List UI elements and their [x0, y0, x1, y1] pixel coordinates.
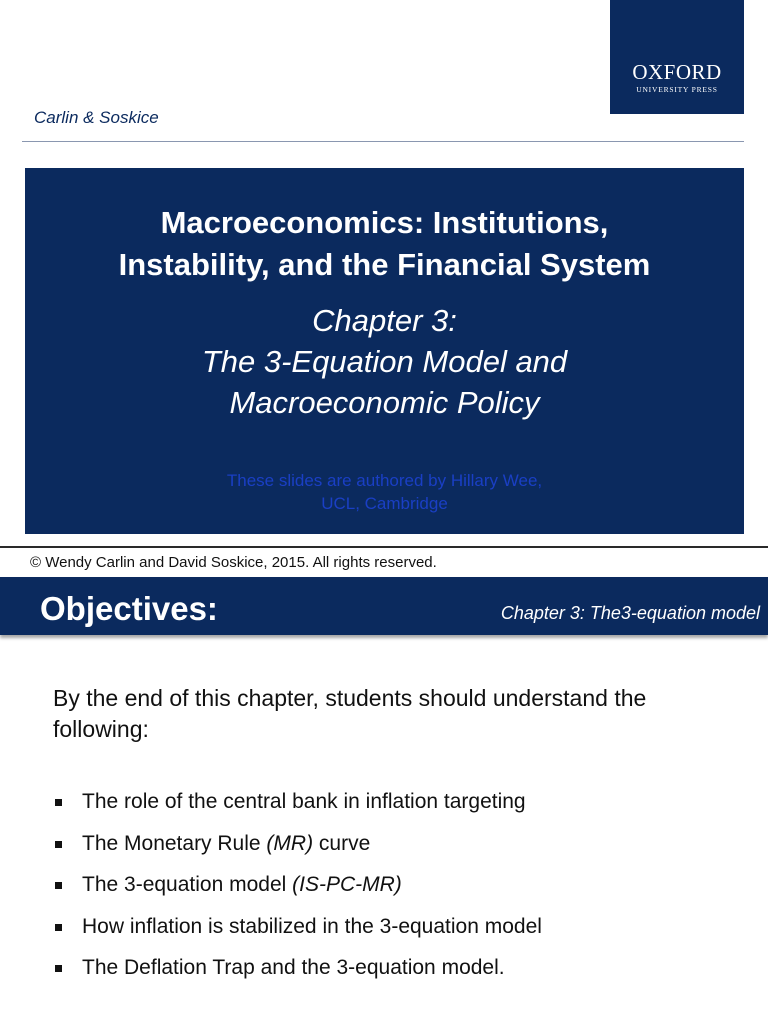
- objective-item: [53, 790, 542, 832]
- objective-item: [53, 915, 542, 957]
- bullet-square-icon: [55, 882, 62, 889]
- objectives-chapter-label: Chapter 3: The3-equation model: [500, 603, 760, 623]
- slide-credit: [25, 469, 744, 515]
- oxford-university-press-logo: [610, 0, 744, 114]
- objectives-list: [53, 790, 542, 998]
- bullet-square-icon: [55, 841, 62, 848]
- objective-item: [53, 832, 542, 874]
- chapter-title-line-2: The 3-Equation Model and: [201, 344, 568, 379]
- objective-italic: (MR): [266, 831, 314, 855]
- objective-item: [53, 873, 542, 915]
- objective-text: The role of the central bank in inflation targeting: [82, 790, 526, 813]
- objectives-header-bar: [0, 577, 768, 635]
- slide-divider: [0, 546, 768, 548]
- chapter-title: [25, 300, 744, 423]
- objective-item: [53, 956, 542, 998]
- book-title: [25, 202, 744, 286]
- chapter-title-line-3: Macroeconomic Policy: [229, 385, 540, 420]
- objective-suffix: curve: [313, 831, 371, 855]
- credit-line-1: These slides are authored by Hillary Wee,: [226, 471, 543, 490]
- logo-subtitle: UNIVERSITY PRESS: [636, 85, 718, 94]
- book-title-line-2: Instability, and the Financial System: [118, 247, 651, 282]
- chapter-title-line-1: Chapter 3:: [312, 303, 457, 338]
- objective-italic: (IS-PC-MR): [292, 873, 402, 896]
- book-title-line-1: Macroeconomics: Institutions,: [160, 205, 609, 240]
- slide-authors: Carlin & Soskice: [34, 108, 159, 127]
- objective-text: How inflation is stabilized in the 3-equation model: [82, 914, 542, 938]
- objective-text: The 3-equation model: [82, 873, 293, 896]
- credit-line-2: UCL, Cambridge: [321, 494, 448, 513]
- objective-text: The Monetary Rule: [82, 831, 267, 855]
- copyright-notice: © Wendy Carlin and David Soskice, 2015. All rights reserved.: [30, 554, 437, 571]
- objective-text: The Deflation Trap and the 3-equation model.: [82, 956, 505, 979]
- objectives-title: Objectives:: [40, 590, 218, 627]
- objectives-intro: By the end of this chapter, students should understand the following:: [53, 685, 647, 742]
- header-divider: [22, 141, 744, 142]
- bullet-square-icon: [55, 965, 62, 972]
- bullet-square-icon: [55, 924, 62, 931]
- bullet-square-icon: [55, 799, 62, 806]
- logo-wordmark: OXFORD: [632, 60, 722, 84]
- title-slide-panel: [25, 168, 744, 534]
